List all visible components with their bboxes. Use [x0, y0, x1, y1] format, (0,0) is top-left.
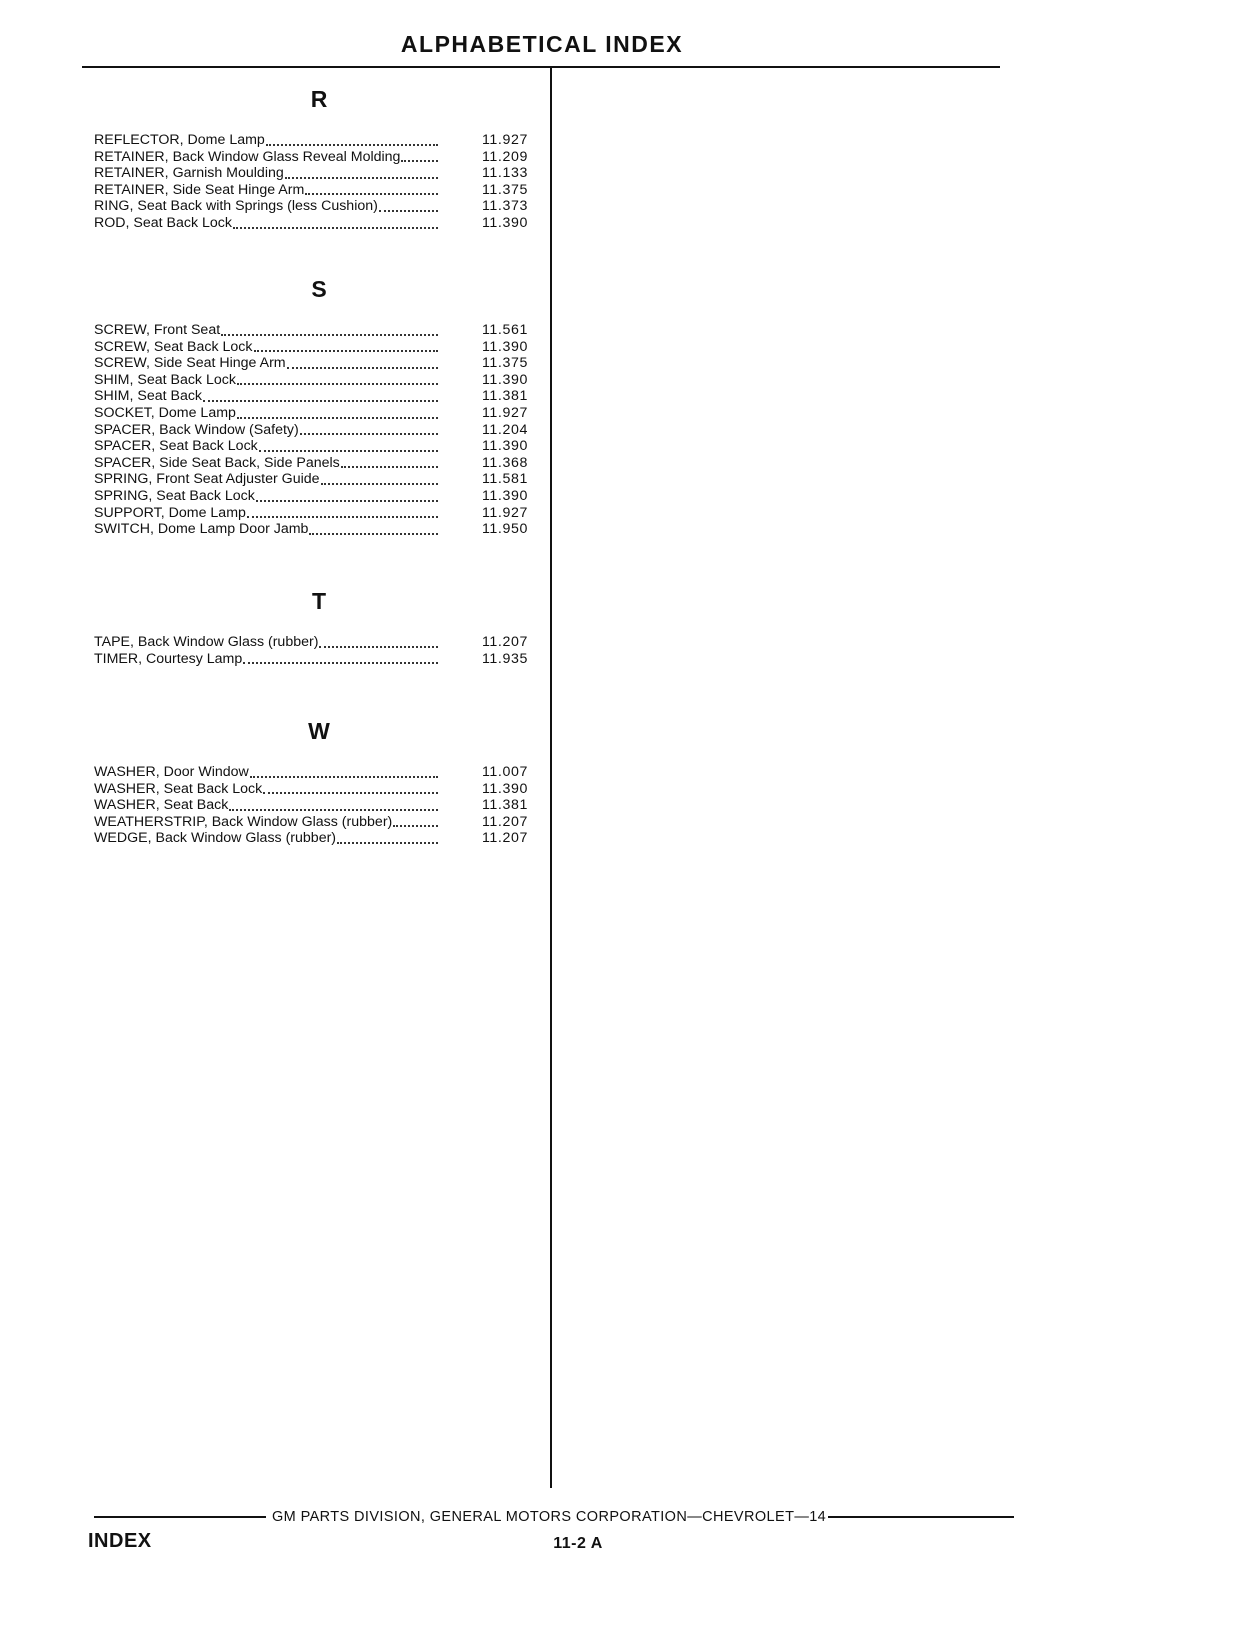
index-section-t	[94, 588, 544, 667]
index-entry	[94, 215, 544, 232]
index-entry	[94, 505, 544, 522]
index-entry	[94, 339, 544, 356]
entry-page-ref: 11.207	[482, 813, 528, 830]
index-entry	[94, 471, 544, 488]
dot-leader	[287, 367, 438, 369]
section-letter: W	[308, 718, 330, 744]
dot-leader	[393, 825, 438, 827]
entry-page-ref: 11.927	[482, 504, 528, 521]
entry-description: SCREW, Side Seat Hinge Arm	[94, 355, 286, 372]
entry-page-ref: 11.950	[482, 521, 528, 538]
entry-description: TAPE, Back Window Glass (rubber)	[94, 634, 319, 650]
entry-description: SUPPORT, Dome Lamp	[94, 504, 246, 521]
dot-leader	[337, 842, 438, 844]
entry-description: SWITCH, Dome Lamp Door Jamb	[94, 521, 309, 538]
entry-description: SPACER, Back Window (Safety)	[94, 421, 299, 438]
entry-description: RETAINER, Back Window Glass Reveal Molding	[94, 148, 401, 165]
entry-page-ref: 11.373	[482, 198, 528, 215]
entry-description: WASHER, Seat Back Lock	[94, 780, 263, 797]
entry-description: SCREW, Seat Back Lock	[94, 338, 253, 355]
index-entry	[94, 455, 544, 472]
dot-leader	[341, 466, 438, 468]
index-entry	[94, 438, 544, 455]
dot-leader	[300, 433, 438, 435]
index-entry	[94, 182, 544, 199]
entry-list	[94, 764, 544, 847]
dot-leader	[237, 383, 438, 385]
entry-description: SHIM, Seat Back Lock	[94, 371, 236, 388]
dot-leader	[221, 334, 438, 336]
entry-page-ref: 11.207	[482, 830, 528, 847]
entry-page-ref: 11.581	[482, 471, 528, 488]
dot-leader	[243, 662, 438, 664]
entry-description: RING, Seat Back with Springs (less Cushion)	[94, 198, 378, 215]
entry-description: WEDGE, Back Window Glass (rubber)	[94, 830, 337, 847]
footer-publisher: GM PARTS DIVISION, GENERAL MOTORS CORPORATION—CHEVROLET—14	[272, 1509, 827, 1525]
index-entry	[94, 781, 544, 798]
entry-list	[94, 634, 544, 667]
index-entry	[94, 132, 544, 149]
entry-description: TIMER, Courtesy Lamp	[94, 650, 243, 667]
dot-leader	[256, 500, 438, 502]
dot-leader	[401, 160, 438, 162]
dot-leader	[203, 400, 438, 402]
entry-page-ref: 11.390	[482, 214, 528, 231]
footer-rule-left	[94, 1516, 266, 1518]
index-entry	[94, 388, 544, 405]
entry-description: SPACER, Side Seat Back, Side Panels	[94, 454, 340, 471]
entry-page-ref: 11.927	[482, 404, 528, 421]
index-entry	[94, 322, 544, 339]
entry-description: WASHER, Seat Back	[94, 797, 229, 814]
index-entry	[94, 355, 544, 372]
index-entry	[94, 165, 544, 182]
entry-description: SCREW, Front Seat	[94, 322, 221, 338]
dot-leader	[305, 193, 438, 195]
index-entry	[94, 372, 544, 389]
entry-page-ref: 11.381	[482, 797, 528, 814]
title-rule	[82, 66, 1000, 68]
entry-page-ref: 11.561	[482, 322, 528, 338]
entry-page-ref: 11.204	[482, 421, 528, 438]
index-entry	[94, 634, 544, 651]
entry-page-ref: 11.381	[482, 388, 528, 405]
entry-page-ref: 11.390	[482, 780, 528, 797]
dot-leader	[321, 483, 438, 485]
dot-leader	[285, 177, 438, 179]
entry-list	[94, 322, 544, 538]
index-entry	[94, 149, 544, 166]
entry-description: REFLECTOR, Dome Lamp	[94, 132, 265, 148]
entry-description: SPRING, Seat Back Lock	[94, 487, 255, 504]
entry-page-ref: 11.375	[482, 181, 528, 198]
entry-page-ref: 11.209	[482, 148, 528, 165]
dot-leader	[233, 227, 438, 229]
entry-description: SPACER, Seat Back Lock	[94, 438, 258, 455]
index-entry	[94, 405, 544, 422]
entry-page-ref: 11.390	[482, 338, 528, 355]
entry-page-ref: 11.390	[482, 438, 528, 455]
entry-page-ref: 11.935	[482, 650, 528, 667]
entry-page-ref: 11.368	[482, 454, 528, 471]
dot-leader	[250, 776, 438, 778]
footer-rule-right	[828, 1516, 1014, 1518]
index-entry	[94, 814, 544, 831]
entry-description: SPRING, Front Seat Adjuster Guide	[94, 471, 320, 488]
dot-leader	[229, 809, 438, 811]
index-entry	[94, 521, 544, 538]
entry-description: SHIM, Seat Back	[94, 388, 203, 405]
dot-leader	[319, 646, 438, 648]
dot-leader	[266, 144, 438, 146]
entry-description: SOCKET, Dome Lamp	[94, 404, 236, 421]
entry-page-ref: 11.207	[482, 634, 528, 650]
page-number: 11-2 A	[553, 1535, 603, 1552]
dot-leader	[259, 450, 438, 452]
index-entry	[94, 422, 544, 439]
section-label: INDEX	[88, 1530, 152, 1552]
entry-page-ref: 11.390	[482, 371, 528, 388]
section-letter: R	[310, 86, 328, 112]
index-entry	[94, 764, 544, 781]
dot-leader	[379, 210, 438, 212]
index-section-r	[94, 86, 544, 232]
dot-leader	[237, 417, 438, 419]
index-entry	[94, 651, 544, 668]
footer-publisher-line	[94, 1509, 1014, 1525]
entry-list	[94, 132, 544, 232]
section-letter: S	[311, 276, 327, 302]
index-entry	[94, 797, 544, 814]
entry-page-ref: 11.927	[482, 132, 528, 148]
entry-description: ROD, Seat Back Lock	[94, 214, 232, 231]
dot-leader	[263, 792, 438, 794]
dot-leader	[254, 350, 439, 352]
entry-page-ref: 11.133	[482, 165, 528, 182]
dot-leader	[247, 516, 438, 518]
entry-description: WEATHERSTRIP, Back Window Glass (rubber)	[94, 813, 393, 830]
entry-description: RETAINER, Side Seat Hinge Arm	[94, 181, 305, 198]
entry-description: RETAINER, Garnish Moulding	[94, 165, 284, 182]
index-section-w	[94, 718, 544, 847]
index-section-s	[94, 276, 544, 538]
entry-page-ref: 11.007	[482, 764, 528, 780]
dot-leader	[309, 533, 438, 535]
entry-page-ref: 11.390	[482, 487, 528, 504]
section-letter: T	[311, 588, 327, 614]
entry-description: WASHER, Door Window	[94, 764, 249, 780]
index-entry	[94, 830, 544, 847]
page-title: ALPHABETICAL INDEX	[400, 31, 684, 57]
entry-page-ref: 11.375	[482, 355, 528, 372]
column-divider	[550, 68, 552, 1488]
index-entry	[94, 198, 544, 215]
index-entry	[94, 488, 544, 505]
